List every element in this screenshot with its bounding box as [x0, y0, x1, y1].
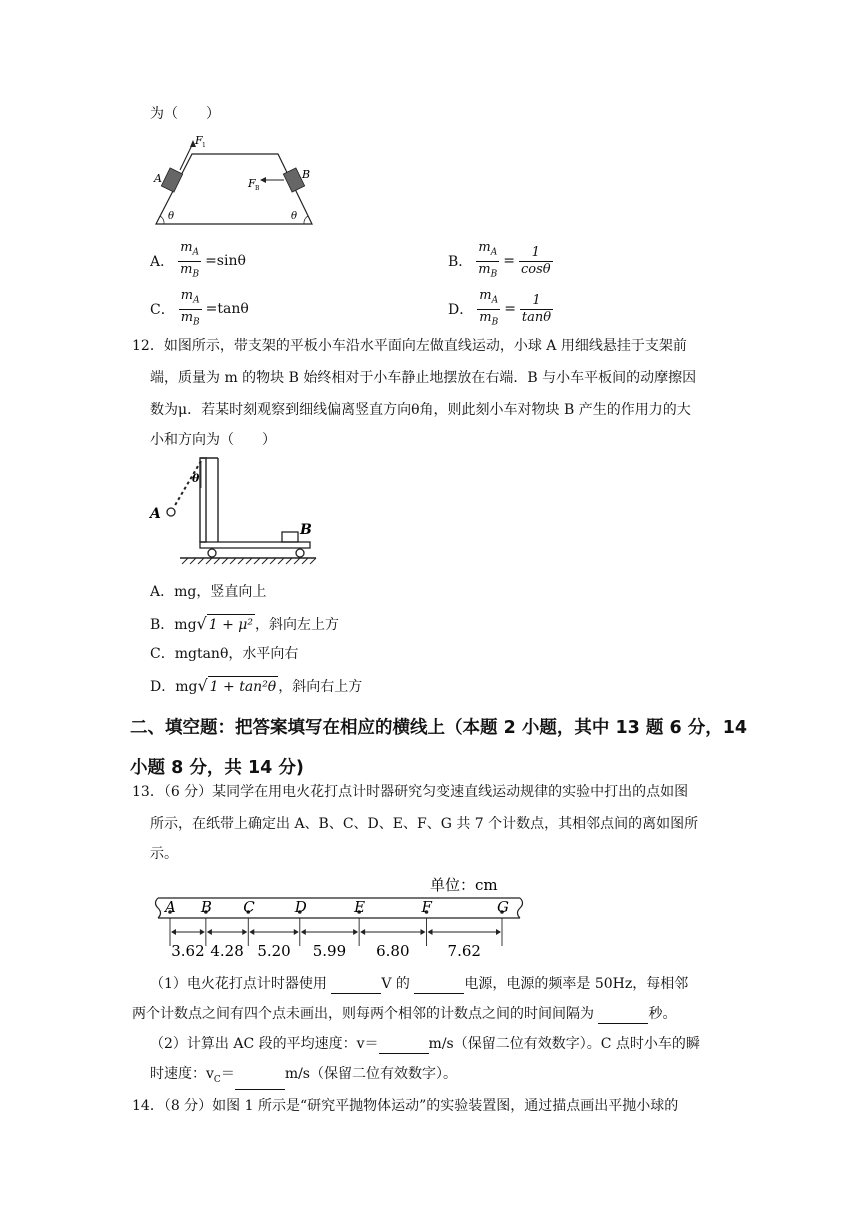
q11-label-fb: F — [248, 177, 256, 190]
q12-line3: 数为μ．若某时刻观察到细线偏离竖直方向θ角，则此刻小车对物块 B 产生的作用力的大 — [150, 402, 691, 418]
tape-label-A: A — [165, 898, 176, 916]
tape-label-D: D — [294, 898, 307, 916]
tape-distance-5: 7.62 — [447, 942, 481, 960]
q13-part2-line1: （2）计算出 AC 段的平均速度：v＝ m/s（保留二位有效数字）。C 点时小车的瞬 — [150, 1036, 700, 1052]
q11-option-a: A． $\frac{m_A}{m_B}$ =sinθ — [150, 240, 246, 280]
q13-tape-figure — [150, 870, 530, 965]
tape-arrowhead-1L — [207, 929, 212, 935]
q12-figure — [148, 452, 318, 570]
q12-label-a: A — [150, 506, 161, 522]
tape-distance-2: 5.20 — [257, 942, 291, 960]
q11-option-c: C． $\frac{m_A}{m_B}$ =tanθ — [150, 288, 249, 328]
tape-arrowhead-3L — [301, 929, 306, 935]
q13-blank-interval[interactable] — [598, 1009, 648, 1024]
q11-label-f1-sub: 1 — [202, 142, 206, 149]
tape-distance-0: 3.62 — [171, 942, 205, 960]
tape-arrowhead-2R — [294, 929, 299, 935]
tape-label-G: G — [497, 898, 509, 916]
q12-option-b: B．mg√ 1 + μ² ，斜向左上方 — [150, 614, 339, 633]
tape-arrowhead-0R — [200, 929, 205, 935]
tape-arrowhead-5R — [496, 929, 501, 935]
tape-distance-1: 4.28 — [210, 942, 244, 960]
q13-tape-points — [163, 898, 509, 960]
q13-line2: 所示，在纸带上确定出 A、B、C、D、E、F、G 共 7 个计数点，其相邻点间的离如图所 — [150, 816, 699, 832]
tape-arrowhead-1R — [242, 929, 247, 935]
q13-part1-line1: （1）电火花打点计时器使用 V 的 电源，电源的频率是 50Hz，每相邻 — [150, 976, 689, 992]
tape-label-F: F — [421, 898, 432, 916]
q11-label-a: A — [154, 172, 162, 185]
tape-arrowhead-2L — [249, 929, 254, 935]
tape-label-E: E — [354, 898, 366, 916]
q13-part1-line2: 两个计数点之间有四个点未画出，则每两个相邻的计数点之间的时间间隔为 秒。 — [132, 1006, 677, 1022]
q11-figure — [150, 132, 320, 232]
q12-line4: 小和方向为（ ） — [150, 432, 276, 448]
q11-option-d: D． $\frac{m_A}{m_B}$ = $\frac{1}{\tan\theta}$ — [448, 288, 552, 328]
tape-arrowhead-0L — [171, 929, 176, 935]
tape-label-C: C — [243, 898, 255, 916]
q13-blank-avg-velocity[interactable] — [379, 1039, 429, 1054]
q11-label-f1: F — [195, 134, 203, 147]
q13-part2-line2: 时速度：$v_C= m/s$（保留二位有效数字）。 — [150, 1064, 457, 1090]
q14-line1: 14．（8 分）如图 1 所示是“研究平抛物体运动”的实验装置图，通过描点画出平抛小球的 — [132, 1098, 679, 1114]
q12-line1: 12．如图所示，带支架的平板小车沿水平面向左做直线运动，小球 A 用细线悬挂于支架前 — [132, 338, 687, 354]
q11-option-b: B． $\frac{m_A}{m_B}$ = $\frac{1}{\cos\theta}$ — [448, 240, 551, 280]
q13-blank-source[interactable] — [414, 979, 464, 994]
tape-arrowhead-4R — [421, 929, 426, 935]
section2-heading-line2: 小题 8 分，共 14 分) — [130, 758, 304, 778]
q12-option-d: D．mg√ 1 + tan²θ ，斜向右上方 — [150, 676, 363, 695]
q13-blank-vc[interactable] — [235, 1075, 285, 1090]
q11-label-theta-left: θ — [168, 211, 175, 222]
tape-arrowhead-5L — [428, 929, 433, 935]
tape-label-B: B — [200, 898, 212, 916]
tape-arrowhead-4L — [360, 929, 365, 935]
q11-label-b: B — [302, 168, 311, 181]
tape-arrowhead-3R — [353, 929, 358, 935]
section2-heading-line1: 二、填空题：把答案填写在相应的横线上（本题 2 小题，其中 13 题 6 分，14 — [130, 718, 748, 738]
tape-distance-4: 6.80 — [376, 942, 410, 960]
q13-blank-voltage[interactable] — [331, 979, 381, 994]
q12-option-a: A．mg，竖直向上 — [150, 584, 267, 600]
q11-label-theta-right: θ — [291, 211, 298, 222]
q12-line2: 端，质量为 m 的物块 B 始终相对于小车静止地摆放在右端．B 与小车平板间的动摩擦因 — [150, 370, 697, 386]
q12-label-theta: θ — [192, 472, 200, 485]
q12-label-b: B — [300, 522, 312, 538]
q11-label-fb-sub: B — [255, 185, 260, 192]
q11-tail: 为（ ） — [150, 106, 220, 122]
q12-option-c: C．mgtanθ，水平向右 — [150, 646, 299, 662]
q13-line3: 示。 — [150, 846, 178, 862]
tape-distance-3: 5.99 — [312, 942, 347, 960]
q13-line1: 13．（6 分）某同学在用电火花打点计时器研究匀变速直线运动规律的实验中打出的点如图 — [132, 784, 689, 800]
q13-tape-unit: 单位：cm — [430, 876, 498, 894]
